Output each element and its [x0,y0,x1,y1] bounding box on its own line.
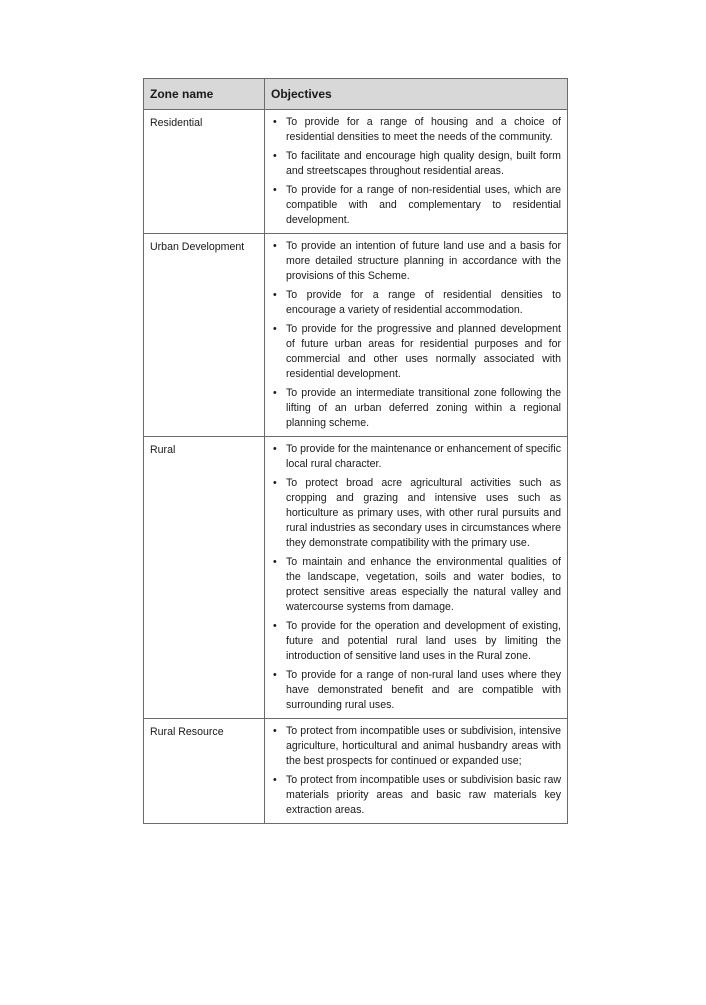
objective-text: To provide for the progressive and planned development of future urban areas for residential purposes and for commercial and other uses normally associated with residential development. [286,323,561,380]
objective-item [271,115,561,145]
table-row-rural [144,437,568,719]
table-body [144,110,568,824]
bullet-icon: • [273,323,277,335]
bullet-icon: • [273,556,277,568]
objective-text: To provide for a range of housing and a choice of residential densities to meet the needs of the community. [286,116,561,143]
bullet-icon: • [273,116,277,128]
zone-name-header: Zone name [144,79,265,110]
objectives-list [271,724,561,818]
objective-item [271,668,561,713]
objective-item [271,773,561,818]
objective-item [271,442,561,472]
objectives-header: Objectives [265,79,568,110]
zone-name-cell: Urban Development [144,234,265,437]
bullet-icon: • [273,387,277,399]
objective-item [271,239,561,284]
objective-text: To provide for a range of residential densities to encourage a variety of residential accommodation. [286,289,561,316]
objective-item [271,619,561,664]
bullet-icon: • [273,774,277,786]
objective-text: To provide for a range of non-residential uses, which are compatible with and complementary to residential development. [286,184,561,226]
bullet-icon: • [273,620,277,632]
bullet-icon: • [273,289,277,301]
table-header [144,79,568,110]
zone-name-cell: Rural Resource [144,719,265,824]
objective-item [271,183,561,228]
zone-name-cell: Rural [144,437,265,719]
bullet-icon: • [273,184,277,196]
zone-name-cell: Residential [144,110,265,234]
objective-text: To provide for the operation and development of existing, future and potential rural land uses by limiting the introduction of sensitive land uses in the Rural zone. [286,620,561,662]
objective-text: To maintain and enhance the environmental qualities of the landscape, vegetation, soils and water bodies, to protect sensitive areas especially the natural valley and watercourse systems from damage. [286,556,561,613]
objective-text: To provide for the maintenance or enhancement of specific local rural character. [286,443,562,470]
objectives-cell [265,234,568,437]
objective-text: To facilitate and encourage high quality design, built form and streetscapes throughout residential areas. [286,150,561,177]
objective-item [271,476,561,551]
objectives-list [271,442,561,713]
objective-text: To provide an intention of future land use and a basis for more detailed structure planning in accordance with the provisions of this Scheme. [286,240,561,282]
table-row-residential [144,110,568,234]
zone-objectives-table [143,78,568,824]
header-row [144,79,568,110]
objective-text: To protect from incompatible uses or subdivision basic raw materials priority areas and basic raw materials key extraction areas. [286,774,561,816]
objectives-list [271,115,561,228]
objective-item [271,724,561,769]
objective-item [271,149,561,179]
objective-text: To protect broad acre agricultural activities such as cropping and grazing and intensive uses such as horticulture as primary uses, with other rural pursuits and rural industries as secondary uses in circumstances where they demonstrate compatibility with the primary use. [286,477,561,549]
objective-text: To provide an intermediate transitional zone following the lifting of an urban deferred zoning within a regional planning scheme. [286,387,561,429]
table-row-rural-resource [144,719,568,824]
bullet-icon: • [273,150,277,162]
objectives-list [271,239,561,431]
bullet-icon: • [273,725,277,737]
objectives-cell [265,110,568,234]
bullet-icon: • [273,477,277,489]
objective-item [271,555,561,615]
bullet-icon: • [273,443,277,455]
objectives-cell [265,719,568,824]
objective-text: To provide for a range of non-rural land uses where they have demonstrated benefit and are compatible with surrounding rural uses. [286,669,561,711]
objective-item [271,322,561,382]
objective-item [271,288,561,318]
bullet-icon: • [273,240,277,252]
objective-text: To protect from incompatible uses or subdivision, intensive agriculture, horticultural and animal husbandry areas with the best prospects for continued or expanded use; [286,725,561,767]
bullet-icon: • [273,669,277,681]
table-row-urban-development [144,234,568,437]
objectives-cell [265,437,568,719]
objective-item [271,386,561,431]
